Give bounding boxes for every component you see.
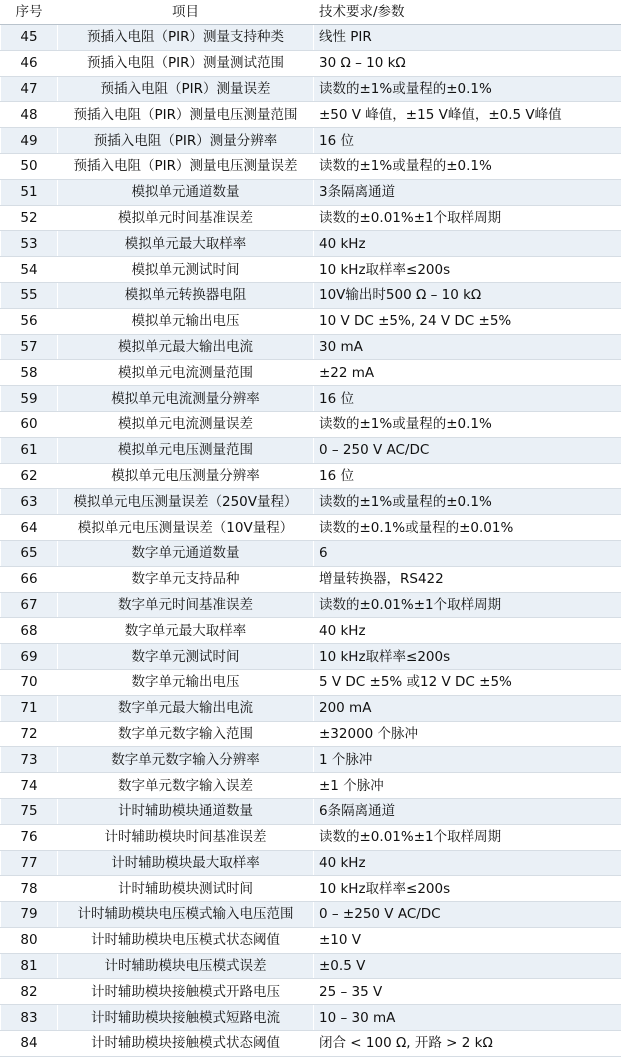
table-row [1,102,621,128]
table-row [1,618,621,644]
table-row [1,282,621,308]
table-header [1,0,621,25]
row-index: 46 [1,50,58,76]
row-item: 模拟单元最大输出电流 [58,334,314,360]
row-requirement: 读数的±0.01%±1个取样周期 [314,824,621,850]
row-requirement: 40 kHz [314,850,621,876]
row-item: 数字单元测试时间 [58,644,314,670]
table-row [1,205,621,231]
row-requirement: 10 kHz取样率≤200s [314,257,621,283]
row-requirement: ±32000 个脉冲 [314,721,621,747]
table-row [1,257,621,283]
row-requirement: 16 位 [314,463,621,489]
row-requirement: 0 – ±250 V AC/DC [314,902,621,928]
table-row [1,798,621,824]
row-requirement: 5 V DC ±5% 或12 V DC ±5% [314,669,621,695]
table-row [1,669,621,695]
table-row [1,953,621,979]
table-body [1,25,621,1057]
table-row [1,979,621,1005]
row-index: 82 [1,979,58,1005]
row-requirement: 10 V DC ±5%, 24 V DC ±5% [314,308,621,334]
table-row [1,876,621,902]
row-requirement: 40 kHz [314,618,621,644]
table-row [1,128,621,154]
row-index: 69 [1,644,58,670]
row-index: 68 [1,618,58,644]
row-index: 75 [1,798,58,824]
row-index: 54 [1,257,58,283]
row-requirement: 30 Ω – 10 kΩ [314,50,621,76]
table-row [1,153,621,179]
row-item: 模拟单元电压测量误差（10V量程） [58,515,314,541]
table-row [1,927,621,953]
row-item: 计时辅助模块测试时间 [58,876,314,902]
row-item: 预插入电阻（PIR）测量分辨率 [58,128,314,154]
row-index: 78 [1,876,58,902]
row-index: 51 [1,179,58,205]
row-index: 50 [1,153,58,179]
table-row [1,515,621,541]
row-requirement: 读数的±1%或量程的±0.1% [314,76,621,102]
table-row [1,231,621,257]
row-requirement: ±0.5 V [314,953,621,979]
row-item: 模拟单元输出电压 [58,308,314,334]
row-item: 数字单元支持品种 [58,566,314,592]
row-index: 45 [1,25,58,51]
row-item: 计时辅助模块电压模式输入电压范围 [58,902,314,928]
row-index: 72 [1,721,58,747]
row-index: 80 [1,927,58,953]
row-item: 预插入电阻（PIR）测量支持种类 [58,25,314,51]
row-index: 55 [1,282,58,308]
row-item: 计时辅助模块接触模式状态阈值 [58,1031,314,1057]
row-item: 计时辅助模块电压模式状态阈值 [58,927,314,953]
row-index: 52 [1,205,58,231]
row-index: 64 [1,515,58,541]
row-requirement: ±1 个脉冲 [314,773,621,799]
row-item: 数字单元输出电压 [58,669,314,695]
table-row [1,1005,621,1031]
row-index: 66 [1,566,58,592]
row-item: 计时辅助模块电压模式误差 [58,953,314,979]
row-index: 83 [1,1005,58,1031]
row-requirement: 增量转换器，RS422 [314,566,621,592]
row-requirement: 读数的±1%或量程的±0.1% [314,411,621,437]
row-item: 模拟单元电压测量范围 [58,437,314,463]
table-row [1,644,621,670]
row-item: 预插入电阻（PIR）测量测试范围 [58,50,314,76]
row-requirement: ±22 mA [314,360,621,386]
row-item: 计时辅助模块接触模式开路电压 [58,979,314,1005]
row-index: 70 [1,669,58,695]
row-requirement: 3条隔离通道 [314,179,621,205]
table-row [1,308,621,334]
table-row [1,566,621,592]
row-item: 数字单元通道数量 [58,540,314,566]
header-row [1,0,621,25]
row-requirement: 200 mA [314,695,621,721]
row-item: 预插入电阻（PIR）测量电压测量误差 [58,153,314,179]
row-index: 53 [1,231,58,257]
table-row [1,76,621,102]
row-item: 模拟单元最大取样率 [58,231,314,257]
table-row [1,592,621,618]
row-item: 模拟单元电流测量范围 [58,360,314,386]
row-item: 数字单元时间基准误差 [58,592,314,618]
row-requirement: 16 位 [314,386,621,412]
table-row [1,25,621,51]
row-index: 76 [1,824,58,850]
row-item: 模拟单元电流测量分辨率 [58,386,314,412]
row-requirement: 读数的±1%或量程的±0.1% [314,489,621,515]
row-item: 计时辅助模块时间基准误差 [58,824,314,850]
row-requirement: 10 kHz取样率≤200s [314,876,621,902]
table-row [1,824,621,850]
table-row [1,489,621,515]
table-row [1,721,621,747]
table-row [1,695,621,721]
table-row [1,463,621,489]
table-row [1,1031,621,1057]
row-requirement: 线性 PIR [314,25,621,51]
table-row [1,773,621,799]
row-index: 58 [1,360,58,386]
table-row [1,902,621,928]
row-index: 81 [1,953,58,979]
table-row [1,50,621,76]
row-requirement: 1 个脉冲 [314,747,621,773]
table-row [1,850,621,876]
row-requirement: 10 – 30 mA [314,1005,621,1031]
row-index: 62 [1,463,58,489]
table-row [1,334,621,360]
row-requirement: 读数的±0.1%或量程的±0.01% [314,515,621,541]
row-index: 84 [1,1031,58,1057]
table-row [1,437,621,463]
row-item: 模拟单元电压测量分辨率 [58,463,314,489]
row-item: 数字单元数字输入误差 [58,773,314,799]
row-requirement: 30 mA [314,334,621,360]
row-item: 模拟单元通道数量 [58,179,314,205]
row-item: 数字单元最大输出电流 [58,695,314,721]
row-index: 65 [1,540,58,566]
row-item: 模拟单元转换器电阻 [58,282,314,308]
row-item: 数字单元数字输入分辨率 [58,747,314,773]
row-item: 预插入电阻（PIR）测量电压测量范围 [58,102,314,128]
row-index: 60 [1,411,58,437]
row-requirement: 读数的±0.01%±1个取样周期 [314,205,621,231]
row-index: 49 [1,128,58,154]
row-requirement: 10 kHz取样率≤200s [314,644,621,670]
row-requirement: 闭合 < 100 Ω, 开路 > 2 kΩ [314,1031,621,1057]
row-requirement: 0 – 250 V AC/DC [314,437,621,463]
row-requirement: 16 位 [314,128,621,154]
row-requirement: 10V输出时500 Ω – 10 kΩ [314,282,621,308]
row-item: 计时辅助模块通道数量 [58,798,314,824]
row-requirement: 读数的±1%或量程的±0.1% [314,153,621,179]
row-index: 48 [1,102,58,128]
row-item: 模拟单元时间基准误差 [58,205,314,231]
row-index: 73 [1,747,58,773]
table-row [1,386,621,412]
row-index: 74 [1,773,58,799]
row-index: 77 [1,850,58,876]
header-item: 项目 [58,0,314,25]
row-index: 63 [1,489,58,515]
row-index: 61 [1,437,58,463]
row-index: 57 [1,334,58,360]
row-index: 56 [1,308,58,334]
row-index: 67 [1,592,58,618]
row-index: 79 [1,902,58,928]
row-requirement: 40 kHz [314,231,621,257]
table-row [1,747,621,773]
row-item: 预插入电阻（PIR）测量误差 [58,76,314,102]
header-requirement: 技术要求/参数 [314,0,621,25]
row-item: 模拟单元电压测量误差（250V量程） [58,489,314,515]
row-item: 数字单元最大取样率 [58,618,314,644]
row-item: 数字单元数字输入范围 [58,721,314,747]
row-item: 模拟单元电流测量误差 [58,411,314,437]
row-requirement: ±10 V [314,927,621,953]
row-requirement: ±50 V 峰值，±15 V峰值，±0.5 V峰值 [314,102,621,128]
row-item: 计时辅助模块接触模式短路电流 [58,1005,314,1031]
header-index: 序号 [1,0,58,25]
table-row [1,540,621,566]
row-index: 71 [1,695,58,721]
table-row [1,411,621,437]
row-requirement: 读数的±0.01%±1个取样周期 [314,592,621,618]
row-item: 模拟单元测试时间 [58,257,314,283]
row-item: 计时辅助模块最大取样率 [58,850,314,876]
table-row [1,179,621,205]
row-requirement: 25 – 35 V [314,979,621,1005]
row-index: 59 [1,386,58,412]
table-row [1,360,621,386]
row-requirement: 6 [314,540,621,566]
row-requirement: 6条隔离通道 [314,798,621,824]
row-index: 47 [1,76,58,102]
